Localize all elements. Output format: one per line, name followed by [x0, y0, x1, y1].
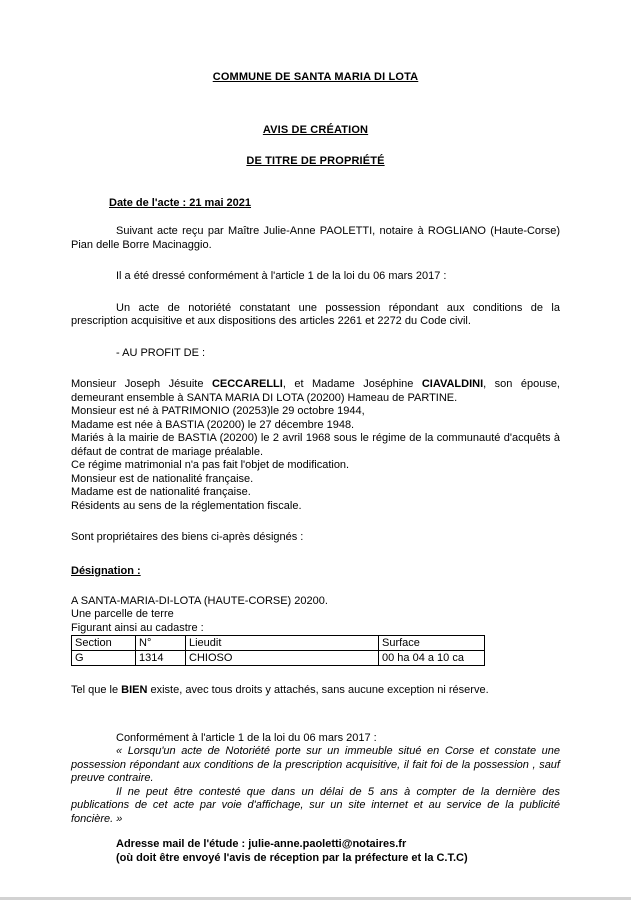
spacer — [71, 284, 560, 302]
spacer — [71, 513, 560, 531]
designation-line-3: Figurant ainsi au cadastre : — [71, 621, 204, 634]
spacer — [71, 329, 560, 347]
spacer — [71, 167, 560, 197]
paragraph-notaire: Suivant acte reçu par Maître Julie-Anne PAOLETTI, notaire à ROGLIANO (Haute-Corse) Pian delle Borre Macinaggio. — [71, 225, 560, 251]
beneficiary-line-3: Madame est née à BASTIA (20200) le 27 décembre 1948. — [71, 418, 355, 431]
cell-surface: 00 ha 04 a 10 ca — [379, 651, 485, 666]
beneficiary-line-8: Résidents au sens de la réglementation fiscale. — [71, 499, 302, 512]
spacer — [71, 577, 560, 595]
paragraph-proprietaires: Sont propriétaires des biens ci-après désignés : — [71, 531, 304, 543]
bien-suffix: existe, avec tous droits y attachés, sans aucune exception ni réserve. — [147, 684, 489, 696]
page-title-titre — [71, 155, 560, 167]
designation-heading-text: Désignation : — [71, 564, 141, 577]
designation-line-1: A SANTA-MARIA-DI-LOTA (HAUTE-CORSE) 20200. — [71, 594, 328, 607]
spacer — [71, 252, 560, 270]
designation-line-2: Une parcelle de terre — [71, 608, 174, 620]
paragraph-conformement: Conformément à l'article 1 de la loi du 06 mars 2017 : — [116, 731, 377, 744]
paragraph-notoriete: Un acte de notoriété constatant une possession répondant aux conditions de la prescription acquisitive et aux dispositions des articles 2261 et 2272 du Code civil. — [71, 301, 560, 327]
document-body — [71, 0, 564, 865]
beneficiary-line-4: Mariés à la mairie de BASTIA (20200) le 2 avril 1968 sous le régime de la communauté d'acquêts à défaut de contrat de mariage préalable. — [71, 432, 564, 458]
designation-heading — [71, 565, 560, 577]
date-heading-text: Date de l'acte : 21 mai 2021 — [109, 197, 252, 209]
beneficiary-line-7: Madame est de nationalité française. — [71, 486, 251, 498]
spacer — [71, 545, 560, 565]
beneficiary-name-husband: CECCARELLI — [211, 378, 283, 390]
beneficiary-line-2: Monsieur est né à PATRIMONIO (20253)le 29 octobre 1944, — [71, 405, 365, 417]
table-header-row — [72, 636, 485, 651]
spacer — [71, 698, 560, 732]
paragraph-bien — [71, 684, 560, 698]
beneficiary-line-1 — [71, 378, 564, 405]
beneficiary-line-6: Monsieur est de nationalité française. — [71, 472, 254, 485]
bien-prefix: Tel que le — [71, 684, 122, 696]
contact-note-line: (où doit être envoyé l'avis de réception par la préfecture et la C.T.C) — [116, 851, 468, 864]
page-title-commune-text: COMMUNE DE SANTA MARIA DI LOTA — [212, 71, 419, 83]
cell-section: G — [72, 651, 136, 666]
beneficiary-suffix: , son épouse, demeurant ensemble à SANTA MARIA DI LOTA (20200) Hameau de PARTINE. — [71, 378, 564, 404]
au-profit-de: - AU PROFIT DE : — [116, 346, 206, 359]
contact-block — [71, 838, 560, 865]
beneficiary-name-wife: CIAVALDINI — [421, 378, 484, 390]
designation-block — [71, 595, 560, 636]
beneficiary-line-5: Ce régime matrimonial n'a pas fait l'objet de modification. — [71, 459, 350, 471]
cadastre-table — [71, 635, 485, 666]
page-title-titre-text: DE TITRE DE PROPRIÉTÉ — [246, 155, 385, 167]
table-row — [72, 651, 485, 666]
page-title-commune — [71, 71, 560, 83]
page-title-avis-text: AVIS DE CRÉATION — [262, 124, 369, 136]
quote-paragraph-1: « Lorsqu'un acte de Notoriété porte sur un immeuble situé en Corse et constate une possession répondant aux conditions de la prescription acquisitive, il fait foi de la possession , sauf preuve contraire. — [71, 745, 560, 784]
cell-numero: 1314 — [136, 651, 186, 666]
cadastre-table-body — [72, 636, 485, 666]
column-header-surface: Surface — [379, 636, 485, 651]
contact-email-line: Adresse mail de l'étude : julie-anne.paoletti@notaires.fr — [116, 838, 407, 850]
spacer — [71, 209, 560, 225]
date-heading — [71, 197, 560, 209]
bien-keyword: BIEN — [121, 684, 148, 696]
spacer — [71, 666, 560, 684]
beneficiaries-block — [71, 378, 564, 513]
page-title-avis — [71, 124, 560, 136]
spacer — [71, 360, 560, 378]
beneficiary-middle: , et Madame Joséphine — [282, 378, 422, 390]
quote-paragraph-2: Il ne peut être contesté que dans un délai de 5 ans à compter de la dernière des publications de cet acte par voie d'affichage, sur un site internet et au service de la publicité foncière. » — [71, 785, 560, 825]
column-header-numero: N° — [136, 636, 186, 651]
paragraph-article: Il a été dressé conformément à l'article 1 de la loi du 06 mars 2017 : — [116, 270, 447, 282]
column-header-section: Section — [72, 636, 136, 651]
cell-lieudit: CHIOSO — [186, 651, 379, 666]
beneficiary-prefix: Monsieur Joseph Jésuite — [71, 378, 212, 390]
spacer — [71, 826, 560, 838]
column-header-lieudit: Lieudit — [186, 636, 379, 651]
